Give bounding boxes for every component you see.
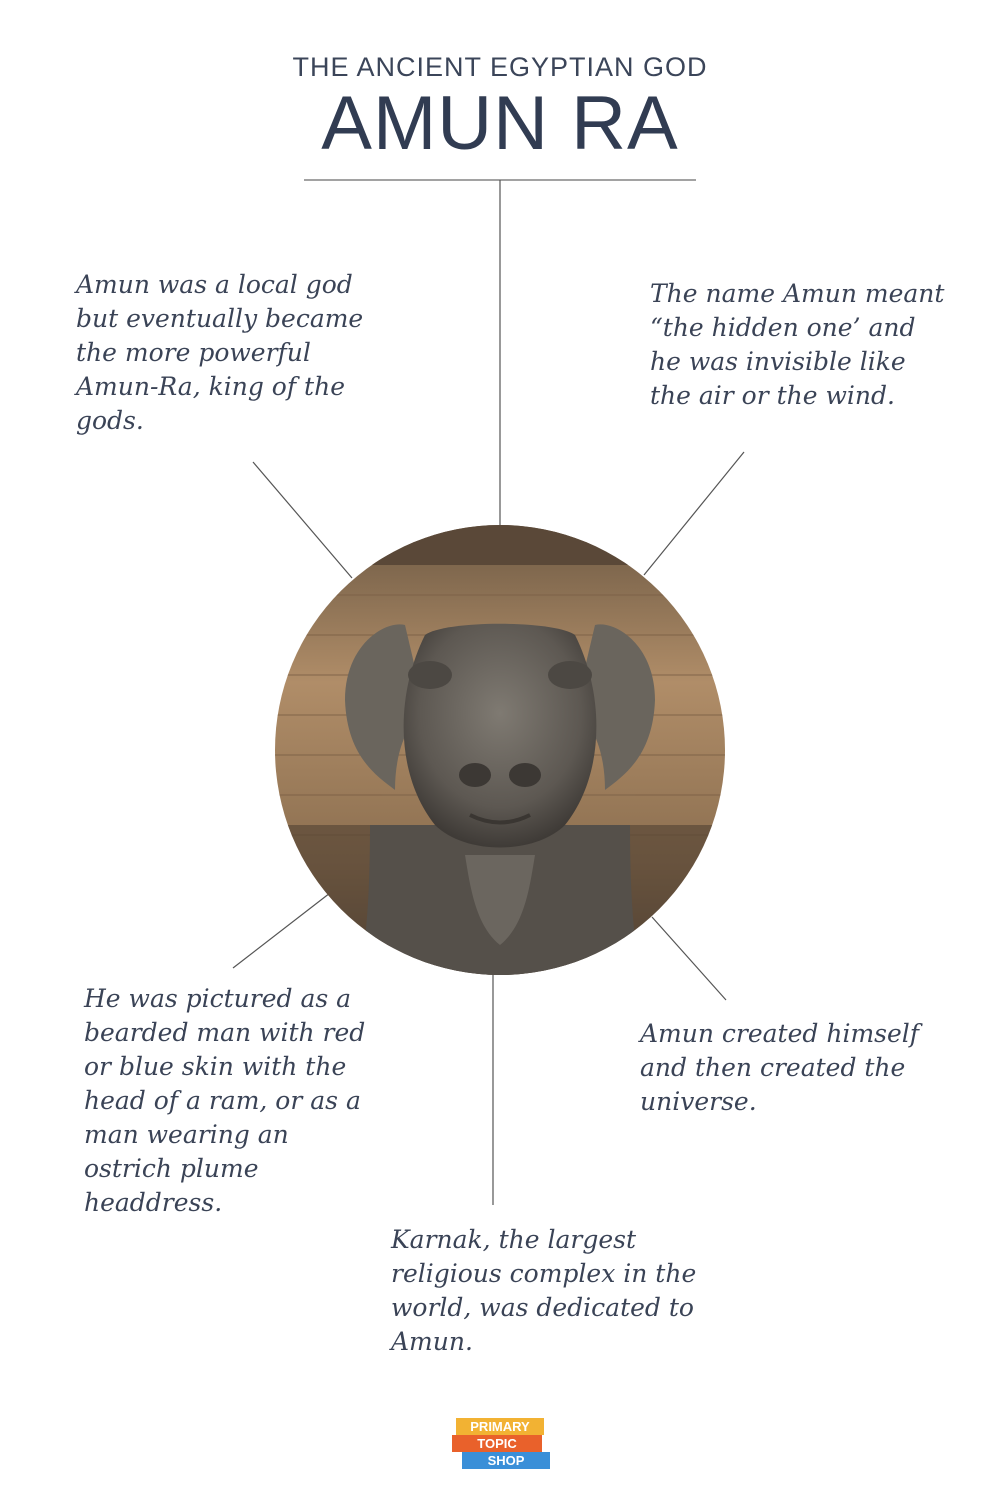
primary-topic-shop-logo bbox=[452, 1418, 550, 1469]
fact-bottom-left: He was pictured as a bearded man with red or blue skin with the head of a ram, or as a man wearing an ostrich plume headdress. bbox=[84, 984, 366, 1217]
fact-bottom-center: Karnak, the largest religious complex in the world, was dedicated to Amun. bbox=[391, 1225, 697, 1356]
logo-line-topic: TOPIC bbox=[452, 1435, 542, 1452]
ram-statue-photo bbox=[275, 525, 725, 975]
connector-bottom-right bbox=[652, 917, 726, 1000]
page-subtitle: THE ANCIENT EGYPTIAN GOD bbox=[292, 52, 708, 82]
connector-top-left bbox=[253, 462, 352, 578]
fact-top-left: Amun was a local god but eventually became the more powerful Amun-Ra, king of the gods. bbox=[76, 270, 364, 435]
logo-line-primary: PRIMARY bbox=[456, 1418, 544, 1435]
logo-line-shop: SHOP bbox=[462, 1452, 550, 1469]
connector-top-right bbox=[644, 452, 744, 575]
connector-bottom-left bbox=[233, 893, 330, 968]
fact-bottom-right: Amun created himself and then created the universe. bbox=[640, 1019, 920, 1116]
page-title: AMUN RA bbox=[321, 81, 679, 166]
fact-top-right: The name Amun meant “the hidden one’ and he was invisible like the air or the wind. bbox=[650, 279, 945, 410]
